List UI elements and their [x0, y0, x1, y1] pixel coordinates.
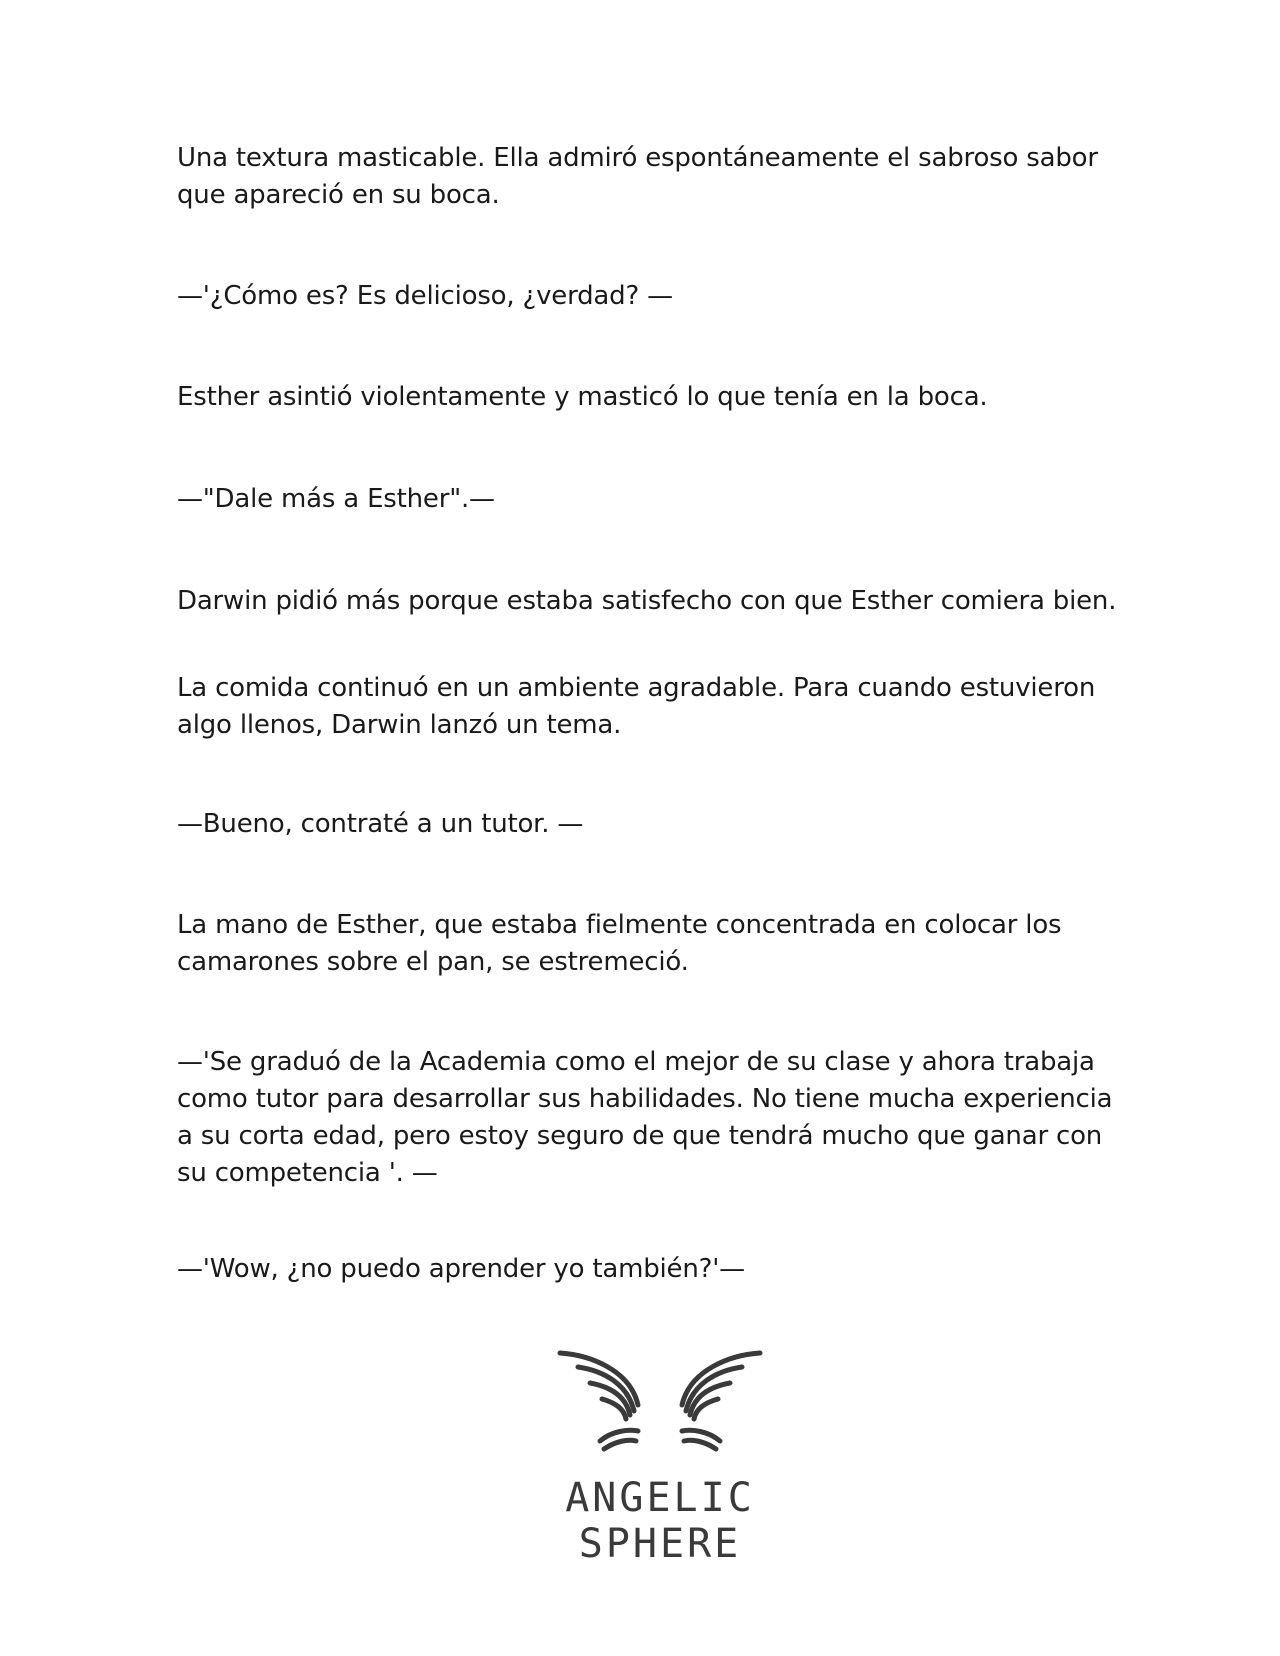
paragraph: Esther asintió violentamente y masticó lo que tenía en la boca. [177, 382, 988, 412]
paragraph: —Bueno, contraté a un tutor. — [177, 809, 584, 839]
watermark-text: ANGELIC SPHERE [565, 1475, 755, 1567]
watermark-logo [490, 1345, 830, 1567]
paragraph: —'Se graduó de la Academia como el mejor de su clase y ahora trabaja como tutor para desarrollar sus habilidades. No tiene mucha experiencia a su corta edad, pero estoy seguro de que tendrá mucho que ganar con su competencia '. — [177, 1047, 1113, 1188]
paragraph: Darwin pidió más porque estaba satisfecho con que Esther comiera bien. [177, 586, 1117, 616]
paragraph: —'Wow, ¿no puedo aprender yo también?'— [177, 1254, 745, 1284]
paragraph: —'¿Cómo es? Es delicioso, ¿verdad? — [177, 281, 673, 311]
paragraph: —"Dale más a Esther".— [177, 484, 495, 514]
paragraph: La mano de Esther, que estaba fielmente concentrada en colocar los camarones sobre el pan, se estremeció. [177, 910, 1062, 977]
paragraph: La comida continuó en un ambiente agradable. Para cuando estuvieron algo llenos, Darwin lanzó un tema. [177, 673, 1096, 740]
angel-wings-icon [550, 1345, 770, 1465]
paragraph: Una textura masticable. Ella admiró espontáneamente el sabroso sabor que apareció en su boca. [177, 143, 1098, 210]
